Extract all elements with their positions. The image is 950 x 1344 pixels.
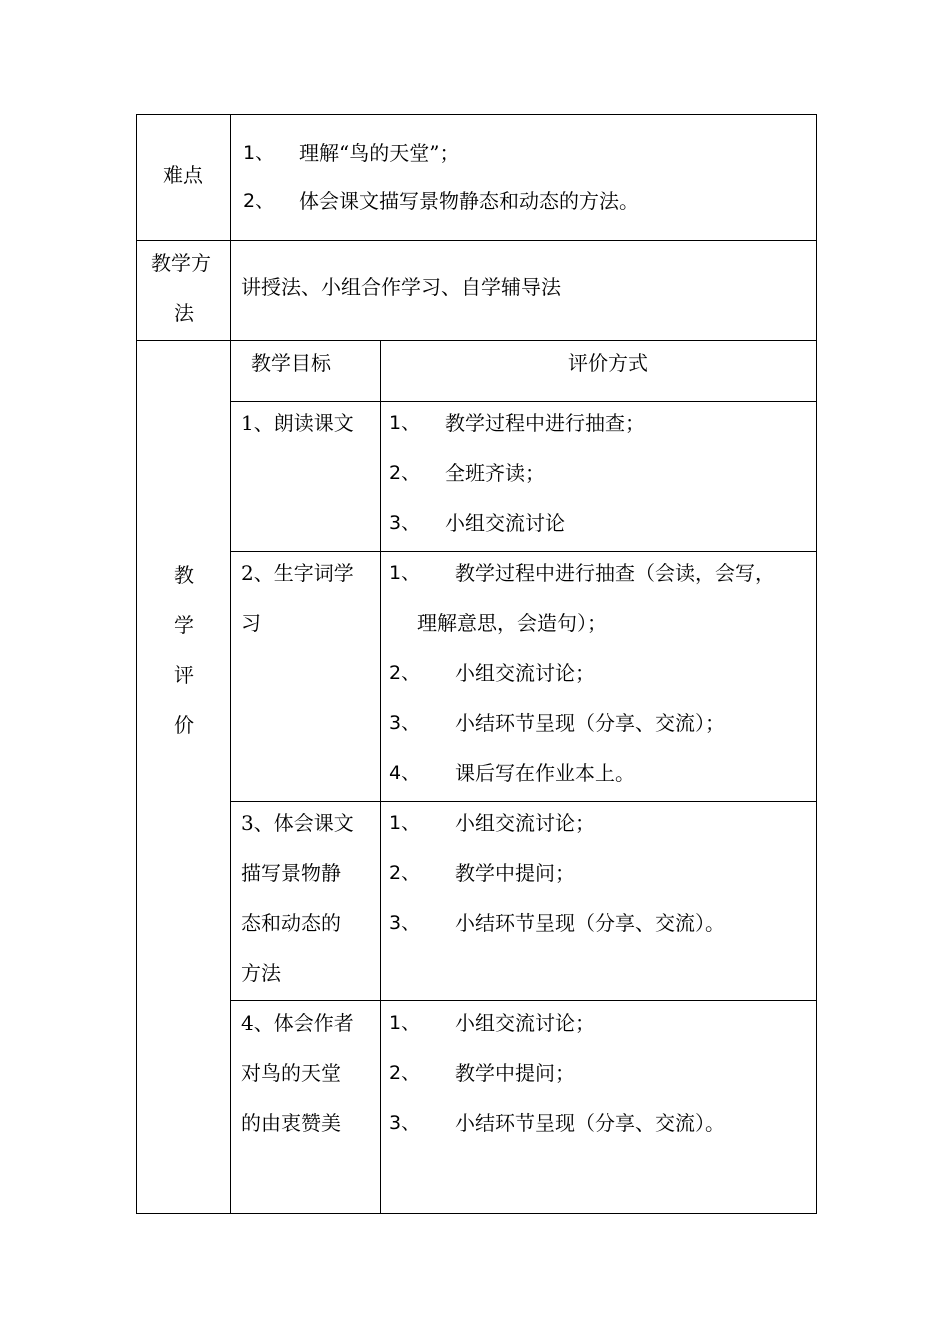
evaluation-label: 学 [174,613,194,637]
eval-item: 小组交流讨论； [455,661,595,685]
eval-item: 小结环节呈现（分享、交流）； [455,711,725,735]
column-divider [230,115,231,1213]
eval-item: 小结环节呈现（分享、交流）。 [455,1111,725,1135]
header-goal: 教学目标 [251,351,331,375]
goal-text: 的由衷赞美 [241,1111,341,1135]
lesson-plan-table [136,114,817,1214]
difficulty-item-number: 2、 [243,190,275,212]
eval-item-number: 1、 [389,412,421,434]
eval-item: 教学中提问； [455,1061,575,1085]
eval-item-number: 2、 [389,462,421,484]
goal-text: 方法 [241,961,281,985]
evaluation-label: 价 [174,713,194,737]
eval-item-number: 3、 [389,1112,421,1134]
goal-text: 1、朗读课文 [241,411,354,435]
eval-item: 全班齐读； [445,461,545,485]
eval-item-number: 1、 [389,812,421,834]
method-text: 讲授法、小组合作学习、自学辅导法 [241,275,561,299]
eval-item: 小组交流讨论； [455,811,595,835]
evaluation-label: 教 [174,563,194,587]
method-label: 教学方 [151,251,211,275]
row-divider [137,340,816,341]
goal-text: 态和动态的 [241,911,341,935]
row-divider [231,551,816,552]
eval-item: 教学过程中进行抽查（会读，会写， [455,561,775,585]
eval-item-continued: 理解意思，会造句）； [417,611,607,635]
eval-item-number: 2、 [389,862,421,884]
eval-item: 教学中提问； [455,861,575,885]
eval-item-number: 1、 [389,562,421,584]
eval-item-number: 3、 [389,712,421,734]
row-divider [137,240,816,241]
method-label: 法 [174,301,194,325]
row-divider [231,801,816,802]
eval-item-number: 3、 [389,912,421,934]
eval-item-number: 3、 [389,512,421,534]
row-divider [231,1000,816,1001]
goal-text: 对鸟的天堂 [241,1061,341,1085]
eval-item: 小结环节呈现（分享、交流）。 [455,911,725,935]
difficulty-item-number: 1、 [243,142,275,164]
difficulty-label: 难点 [163,163,203,187]
goal-text: 描写景物静 [241,861,341,885]
eval-item: 小组交流讨论 [445,511,565,535]
row-divider [231,401,816,402]
eval-item-number: 2、 [389,1062,421,1084]
eval-item: 课后写在作业本上。 [455,761,635,785]
eval-item-number: 2、 [389,662,421,684]
eval-item: 教学过程中进行抽查； [445,411,645,435]
goal-text: 2、生字词学 [241,561,354,585]
difficulty-item: 体会课文描写景物静态和动态的方法。 [299,189,639,213]
column-divider [380,341,381,1213]
difficulty-item: 理解“鸟的天堂”； [299,141,460,165]
goal-text: 3、体会课文 [241,811,354,835]
header-method: 评价方式 [568,351,648,375]
eval-item: 小组交流讨论； [455,1011,595,1035]
eval-item-number: 1、 [389,1012,421,1034]
evaluation-label: 评 [174,663,194,687]
eval-item-number: 4、 [389,762,421,784]
goal-text: 4、体会作者 [241,1011,354,1035]
goal-text: 习 [241,611,261,635]
